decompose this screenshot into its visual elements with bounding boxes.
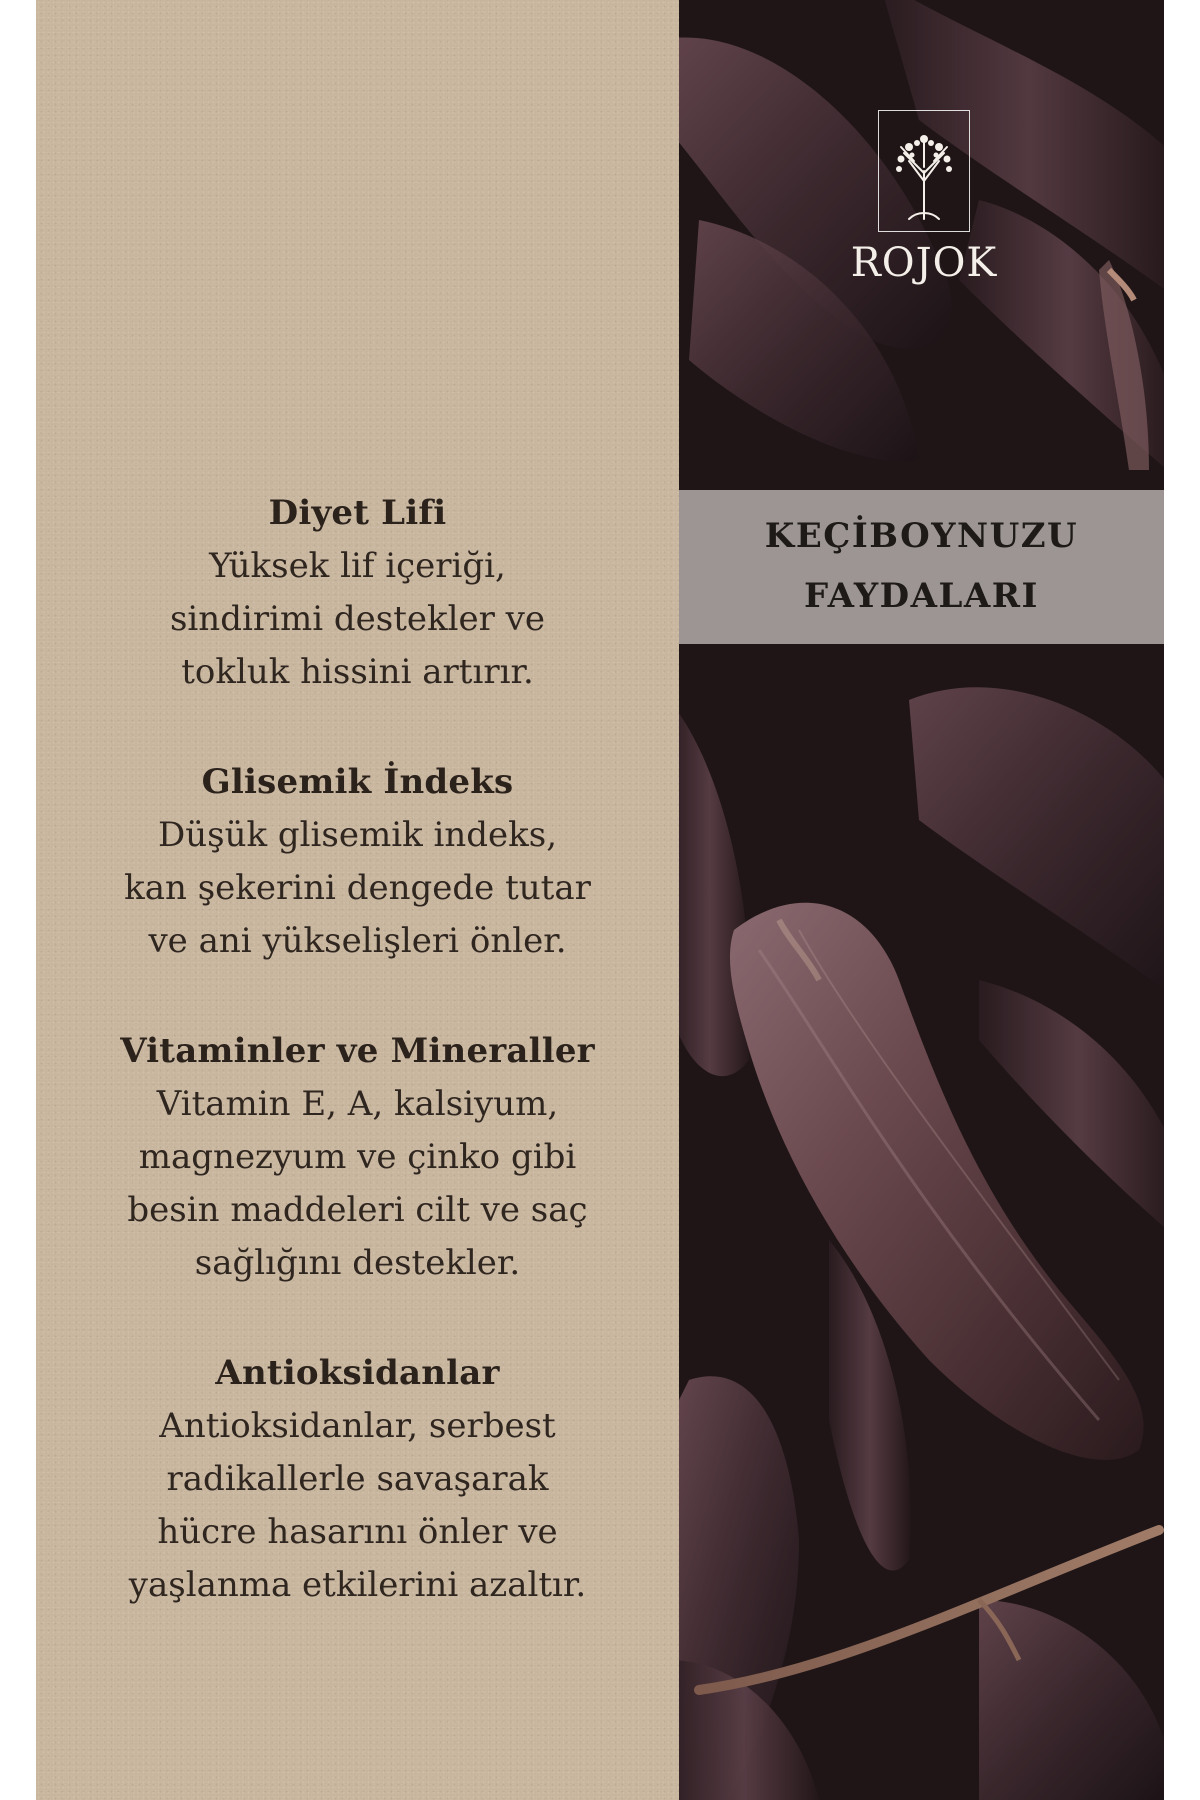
carob-photo [679,0,1164,1800]
benefit-text: sindirimi destekler ve [169,599,545,639]
page-title-line1: KEÇİBOYNUZU [764,516,1079,556]
benefit-text: Yüksek lif içeriği, [209,546,506,586]
benefit-text: hücre hasarını önler ve [157,1512,558,1552]
benefits-list [36,486,679,1668]
benefit-text: besin maddeleri cilt ve saç [127,1190,588,1230]
benefit-text: radikallerle savaşarak [166,1459,549,1499]
benefit-item-antioxidants [36,1346,679,1612]
benefit-heading: Diyet Lifi [268,493,447,533]
benefit-text: Düşük glisemik indeks, [157,815,558,855]
benefit-text: kan şekerini dengede tutar [124,868,591,908]
title-banner [679,490,1164,644]
benefit-heading: Antioksidanlar [215,1353,500,1393]
tree-icon [878,110,970,232]
benefit-item-vitamins [36,1024,679,1290]
benefit-item-glycemic [36,755,679,968]
benefit-text: Antioksidanlar, serbest [159,1406,556,1446]
benefit-text: tokluk hissini artırır. [181,652,534,692]
benefit-item-fiber [36,486,679,699]
benefit-text: Vitamin E, A, kalsiyum, [156,1084,559,1124]
brand-name: ROJOK [850,240,998,286]
page-title-line2: FAYDALARI [804,576,1039,616]
benefit-heading: Vitaminler ve Mineraller [120,1031,595,1071]
benefit-heading: Glisemik İndeks [201,762,514,802]
brand-logo [824,110,1024,286]
benefit-text: magnezyum ve çinko gibi [138,1137,577,1177]
benefit-text: yaşlanma etkilerini azaltır. [128,1565,587,1605]
benefits-panel [36,0,679,1800]
benefit-text: ve ani yükselişleri önler. [148,921,567,961]
benefit-text: sağlığını destekler. [194,1243,521,1283]
